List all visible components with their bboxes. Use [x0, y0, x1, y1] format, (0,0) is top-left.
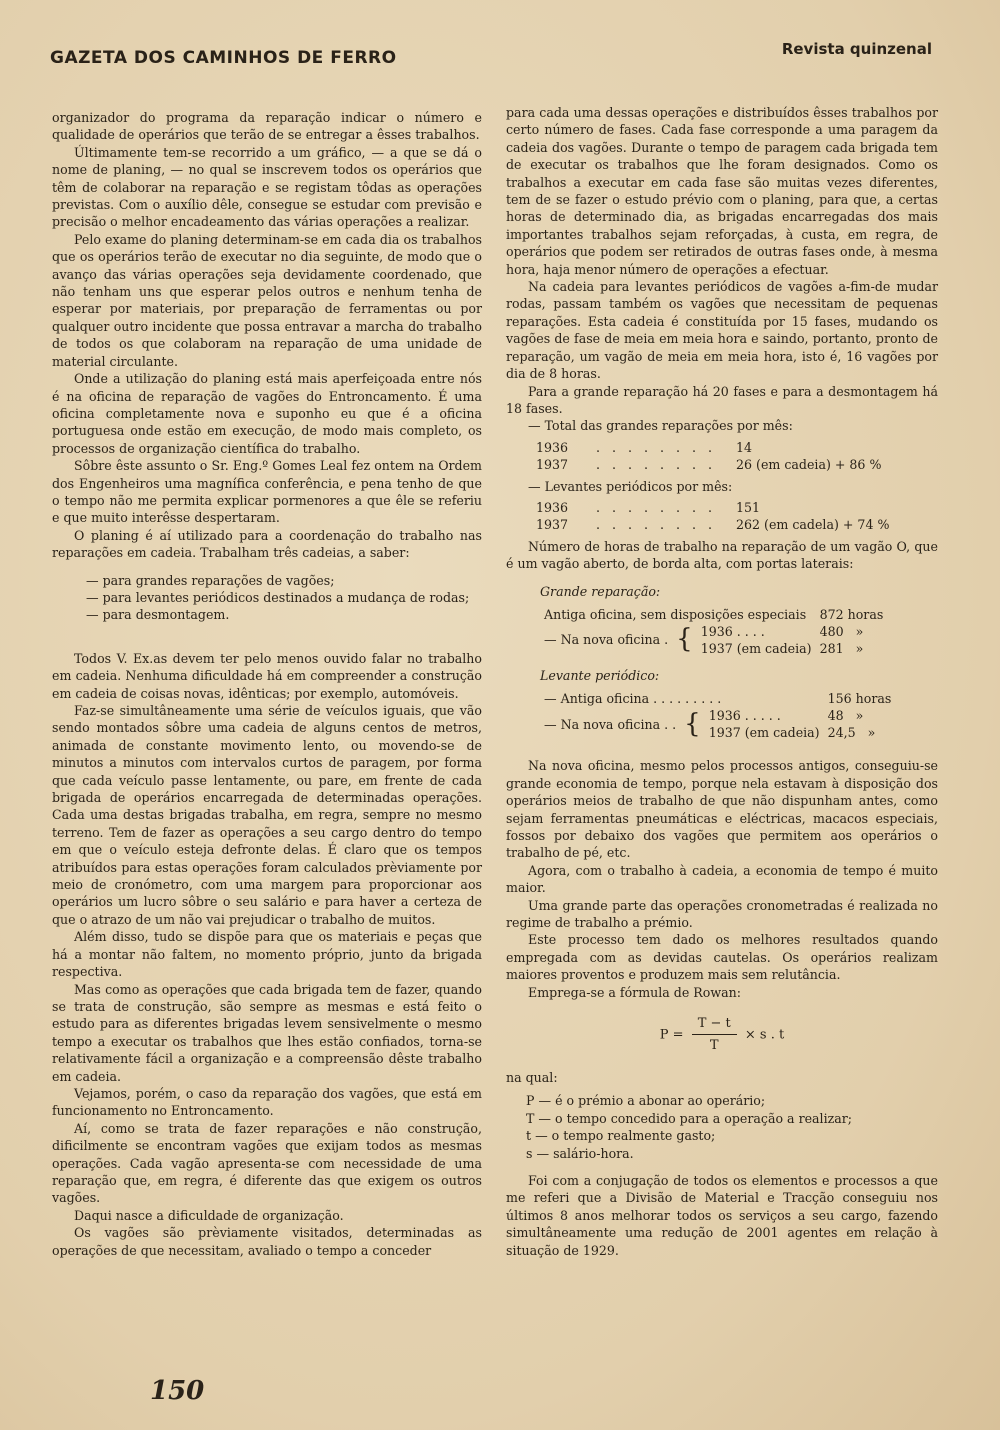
journal-section: Revista quinzenal [781, 40, 932, 58]
formula-definitions [526, 1092, 938, 1162]
brace-glyph: { [676, 624, 693, 655]
paragraph: Onde a utilização do planing está mais aperfeiçoada entre nós é na oficina de reparação de vagões do Entroncamento. É uma oficina completamente nova e suponho eu que é a oficina portuguesa onde estão em execução, de modo mais completo, os processos de organização científica do trabalho. [52, 371, 482, 456]
paragraph: para cada uma dessas operações e distribuídos êsses trabalhos por certo número de fases. Cada fase corresponde a uma paragem da cadeia dos vagões. Durante o tempo de paragem cada brigada tem de executar os trabalhos que lhe foram designados. Como os trabalhos a executar em cada fase são muitas vezes diferentes, tem de se fazer o estudo prévio com o planing, para que, a certas horas de determinado dia, as brigadas encarregadas dos mais importantes trabalhos sejam reforçadas, à custa, em regra, de operários que podem ser retirados de outras fases onde, à mesma hora, haja menor número de operações a efectuar. [506, 105, 938, 277]
paragraph: Daqui nasce a dificuldade de organização. [74, 1207, 344, 1223]
formula-rhs: × s . t [744, 1027, 785, 1043]
paragraph: Últimamente tem-se recorrido a um gráfico, — a que se dá o nome de planing, — no qual se inscrevem todos os operários que têm de colaborar na reparação e se registam tôdas as operações previstas. Com o auxílio dêle, consegue se estudar com previsão e precisão o melhor encadeamento das várias operações a realizar. [52, 144, 482, 230]
ditto-mark: » [855, 640, 864, 656]
right-column [506, 104, 938, 1259]
ditto-mark: » [855, 623, 864, 639]
definition-item: s — salário-hora. [526, 1145, 634, 1161]
left-column [52, 109, 482, 1259]
paragraph: Emprega-se a fórmula de Rowan: [528, 984, 742, 1000]
table-cell: 1936 . . . . [700, 623, 765, 639]
journal-title: GAZETA DOS CAMINHOS DE FERRO [50, 48, 397, 68]
paragraph: Sôbre êste assunto o Sr. Eng.º Gomes Leal fez ontem na Ordem dos Engenheiros uma magnífica conferência, e pena tenho de que o tempo não me permita explicar pormenores a que êle se referiu e que muito interêsse despertaram. [52, 458, 482, 526]
table-cell: — Na nova oficina . [544, 632, 669, 648]
brace-glyph: { [684, 708, 701, 739]
chain-list [52, 572, 482, 624]
hours-table-major [540, 606, 887, 657]
hours-table-periodic [540, 690, 895, 741]
stat-year: 1937 [536, 457, 569, 473]
paragraph: organizador do programa da reparação indicar o número e qualidade de operários que terão de se entregar a êsses trabalhos. [52, 110, 482, 143]
rowan-formula [506, 1015, 938, 1055]
paragraph: Para a grande reparação há 20 fases e para a desmontagem há 18 fases. [506, 383, 938, 416]
definition-item: P — é o prémio a abonar ao operário; [526, 1093, 766, 1109]
stat-block-repairs [506, 439, 938, 474]
stat-row [506, 499, 938, 516]
paragraph: Número de horas de trabalho na reparação de um vagão O, que é um vagão aberto, de borda alta, com portas laterais: [506, 538, 938, 572]
table-cell: — Na nova oficina . . [544, 716, 677, 732]
stat-value: 262 (em cadela) + 74 % [736, 517, 890, 533]
table-cell: 1937 (em cadeia) [700, 640, 812, 656]
formula-numerator: T − t [692, 1015, 737, 1035]
table-cell [816, 623, 888, 640]
paragraph: Uma grande parte das operações cronometradas é realizada no regime de trabalho a prémio. [506, 897, 938, 931]
stat-block-lifts [506, 499, 938, 534]
table-cell: 156 horas [827, 691, 892, 707]
formula-fraction [692, 1015, 737, 1055]
paragraph: Na nova oficina, mesmo pelos processos antigos, conseguiu-se grande economia de tempo, porque nela estavam à disposição dos operários meios de trabalho de que não dispunham antes, como sejam ferramentas pneumáticas e eléctricas, macacos especiais, fossos por debaixo dos vagões que permitem aos operários o trabalho de pé, etc. [506, 758, 938, 861]
table-cell: 1937 (em cadeia) [708, 725, 820, 741]
definition-item: t — o tempo realmente gasto; [526, 1128, 716, 1144]
paragraph: Aí, como se trata de fazer reparações e não construção, dificilmente se encontram vagões que exijam todos as mesmas operações. Cada vagão apresenta-se com necessidade de uma reparação que, em regra, é diferente das que exigem os outros vagões. [52, 1120, 482, 1206]
hours-value: 281 [819, 640, 844, 656]
stat-dots: . . . . . . . . [596, 457, 717, 473]
paragraph: Faz-se simultâneamente uma série de veículos iguais, que vão sendo montados sôbre uma cadeia de alguns centos de metros, animada de constante movimento lento, ou movendo-se de minutos a minutos com intervalos curtos de paragem, por forma que cada veículo passe lentamente, ou pare, em frente de cada brigada de operários encarregada de determinadas operações. Cada uma destas brigadas trabalha, em regra, sempre no mesmo terreno. Tem de fazer as operações a seu cargo dentro do tempo em que o veículo esteja defronte delas. É claro que os tempos atribuídos para estas operações foram calculados prèviamente por meio de cronómetro, com uma margem para proporcionar aos operários um lucro sôbre o seu salário e para haver a certeza de que o atrazo de um não vai prejudicar o trabalho de muitos. [52, 703, 482, 927]
definition-item: T — o tempo concedido para a operação a realizar; [526, 1110, 853, 1126]
paragraph: O planing é aí utilizado para a coordenação do trabalho nas reparações em cadeia. Trabalham três cadeias, a saber: [52, 527, 482, 561]
stat-year: 1937 [536, 517, 569, 533]
section-heading: Grande reparação: [540, 583, 661, 599]
stat-row [506, 439, 938, 456]
list-item: — para grandes reparações de vagões; [86, 572, 335, 588]
ditto-mark: » [867, 725, 876, 741]
stat-value: 26 (em cadeia) + 86 % [736, 457, 882, 473]
paragraph: Na cadeia para levantes periódicos de vagões a-fim-de mudar rodas, passam também os vagões que necessitam de pequenas reparações. Esta cadeia é constituída por 15 fases, mudando os vagões de fase de meia em meia hora e saindo, portanto, pronto de reparação, um vagão de meia em meia hora, isto é, 16 vagões por dia de 8 horas. [506, 279, 938, 382]
stat-year: 1936 [536, 499, 569, 515]
formula-denominator: T [709, 1038, 719, 1054]
stat-year: 1936 [536, 439, 569, 455]
table-cell: 1936 . . . . . [708, 708, 781, 724]
paragraph: Este processo tem dado os melhores resultados quando empregada com as devidas cautelas. Os operários realizam maiores proventos e produzem mais sem relutância. [506, 932, 938, 983]
na-qual-label: na qual: [506, 1069, 558, 1085]
paragraph: Vejamos, porém, o caso da reparação dos vagões, que está em funcionamento no Entroncamento. [52, 1085, 482, 1119]
page-number: 150 [150, 1376, 205, 1406]
stat-value: 151 [736, 499, 761, 515]
stat-row [506, 456, 938, 473]
paragraph: Os vagões são prèviamente visitados, determinadas as operações de que necessitam, avaliado o tempo a conceder [52, 1225, 482, 1258]
stat-dots: . . . . . . . . [596, 499, 717, 515]
list-item: — para levantes periódicos destinados a mudança de rodas; [86, 589, 470, 605]
stat-dots: . . . . . . . . [596, 439, 717, 455]
table-cell [824, 724, 896, 741]
hours-value: 480 [819, 623, 844, 639]
table-cell: Antiga oficina, sem disposições especiais [544, 606, 807, 622]
hours-value: 24,5 [827, 725, 856, 741]
table-cell [816, 640, 888, 657]
stat-row [506, 516, 938, 533]
table-cell: 872 horas [819, 606, 884, 622]
paragraph: Além disso, tudo se dispõe para que os materiais e peças que há a montar não faltem, no momento próprio, junto da brigada respectiva. [52, 929, 482, 980]
table-cell [824, 707, 896, 724]
section-heading: Levante periódico: [540, 667, 660, 683]
paragraph: Mas como as operações que cada brigada tem de fazer, quando se trata de construção, são sempre as mesmas e está feito o estudo para as diferentes brigadas levem sensivelmente o mesmo tempo a executar os trabalhos que lhes estão confiados, torna-se relativamente fácil a organização e a compreensão dêste trabalho em cadeia. [52, 981, 482, 1084]
paragraph: Todos V. Ex.as devem ter pelo menos ouvido falar no trabalho em cadeia. Nenhuma dificuldade há em compreender a construção em cadeia de coisas novas, idênticas; por exemplo, automóveis. [52, 650, 482, 701]
stat-dots: . . . . . . . . [596, 517, 717, 533]
formula-lhs: P = [659, 1027, 684, 1043]
ditto-mark: » [855, 708, 864, 724]
list-item: — para desmontagem. [86, 607, 230, 623]
stat-value: 14 [736, 439, 753, 455]
hours-value: 48 [827, 708, 844, 724]
stat-title: — Levantes periódicos por mês: [528, 478, 733, 494]
paragraph: Agora, com o trabalho à cadeia, a economia de tempo é muito maior. [506, 862, 938, 896]
paragraph: Pelo exame do planing determinam-se em cada dia os trabalhos que os operários terão de executar no dia seguinte, de modo que o avanço das várias operações seja devidamente coordenado, que não tenham uns que esperar pelos outros e nenhum tenha de esperar por materiais, por preparação de ferramentas ou por qualquer outro incidente que possa entravar a marcha do trabalho de todos os que colaboram na reparação de uma unidade de material circulante. [52, 231, 482, 369]
stat-title: — Total das grandes reparações por mês: [528, 418, 793, 434]
table-cell: — Antiga oficina . . . . . . . . . [544, 691, 722, 707]
paragraph: Foi com a conjugação de todos os elementos e processos a que me referi que a Divisão de Material e Tracção conseguiu nos últimos 8 anos melhorar todos os serviços a seu cargo, fazendo simultâneamente uma redução de 2001 agentes em relação à situação de 1929. [506, 1172, 938, 1258]
